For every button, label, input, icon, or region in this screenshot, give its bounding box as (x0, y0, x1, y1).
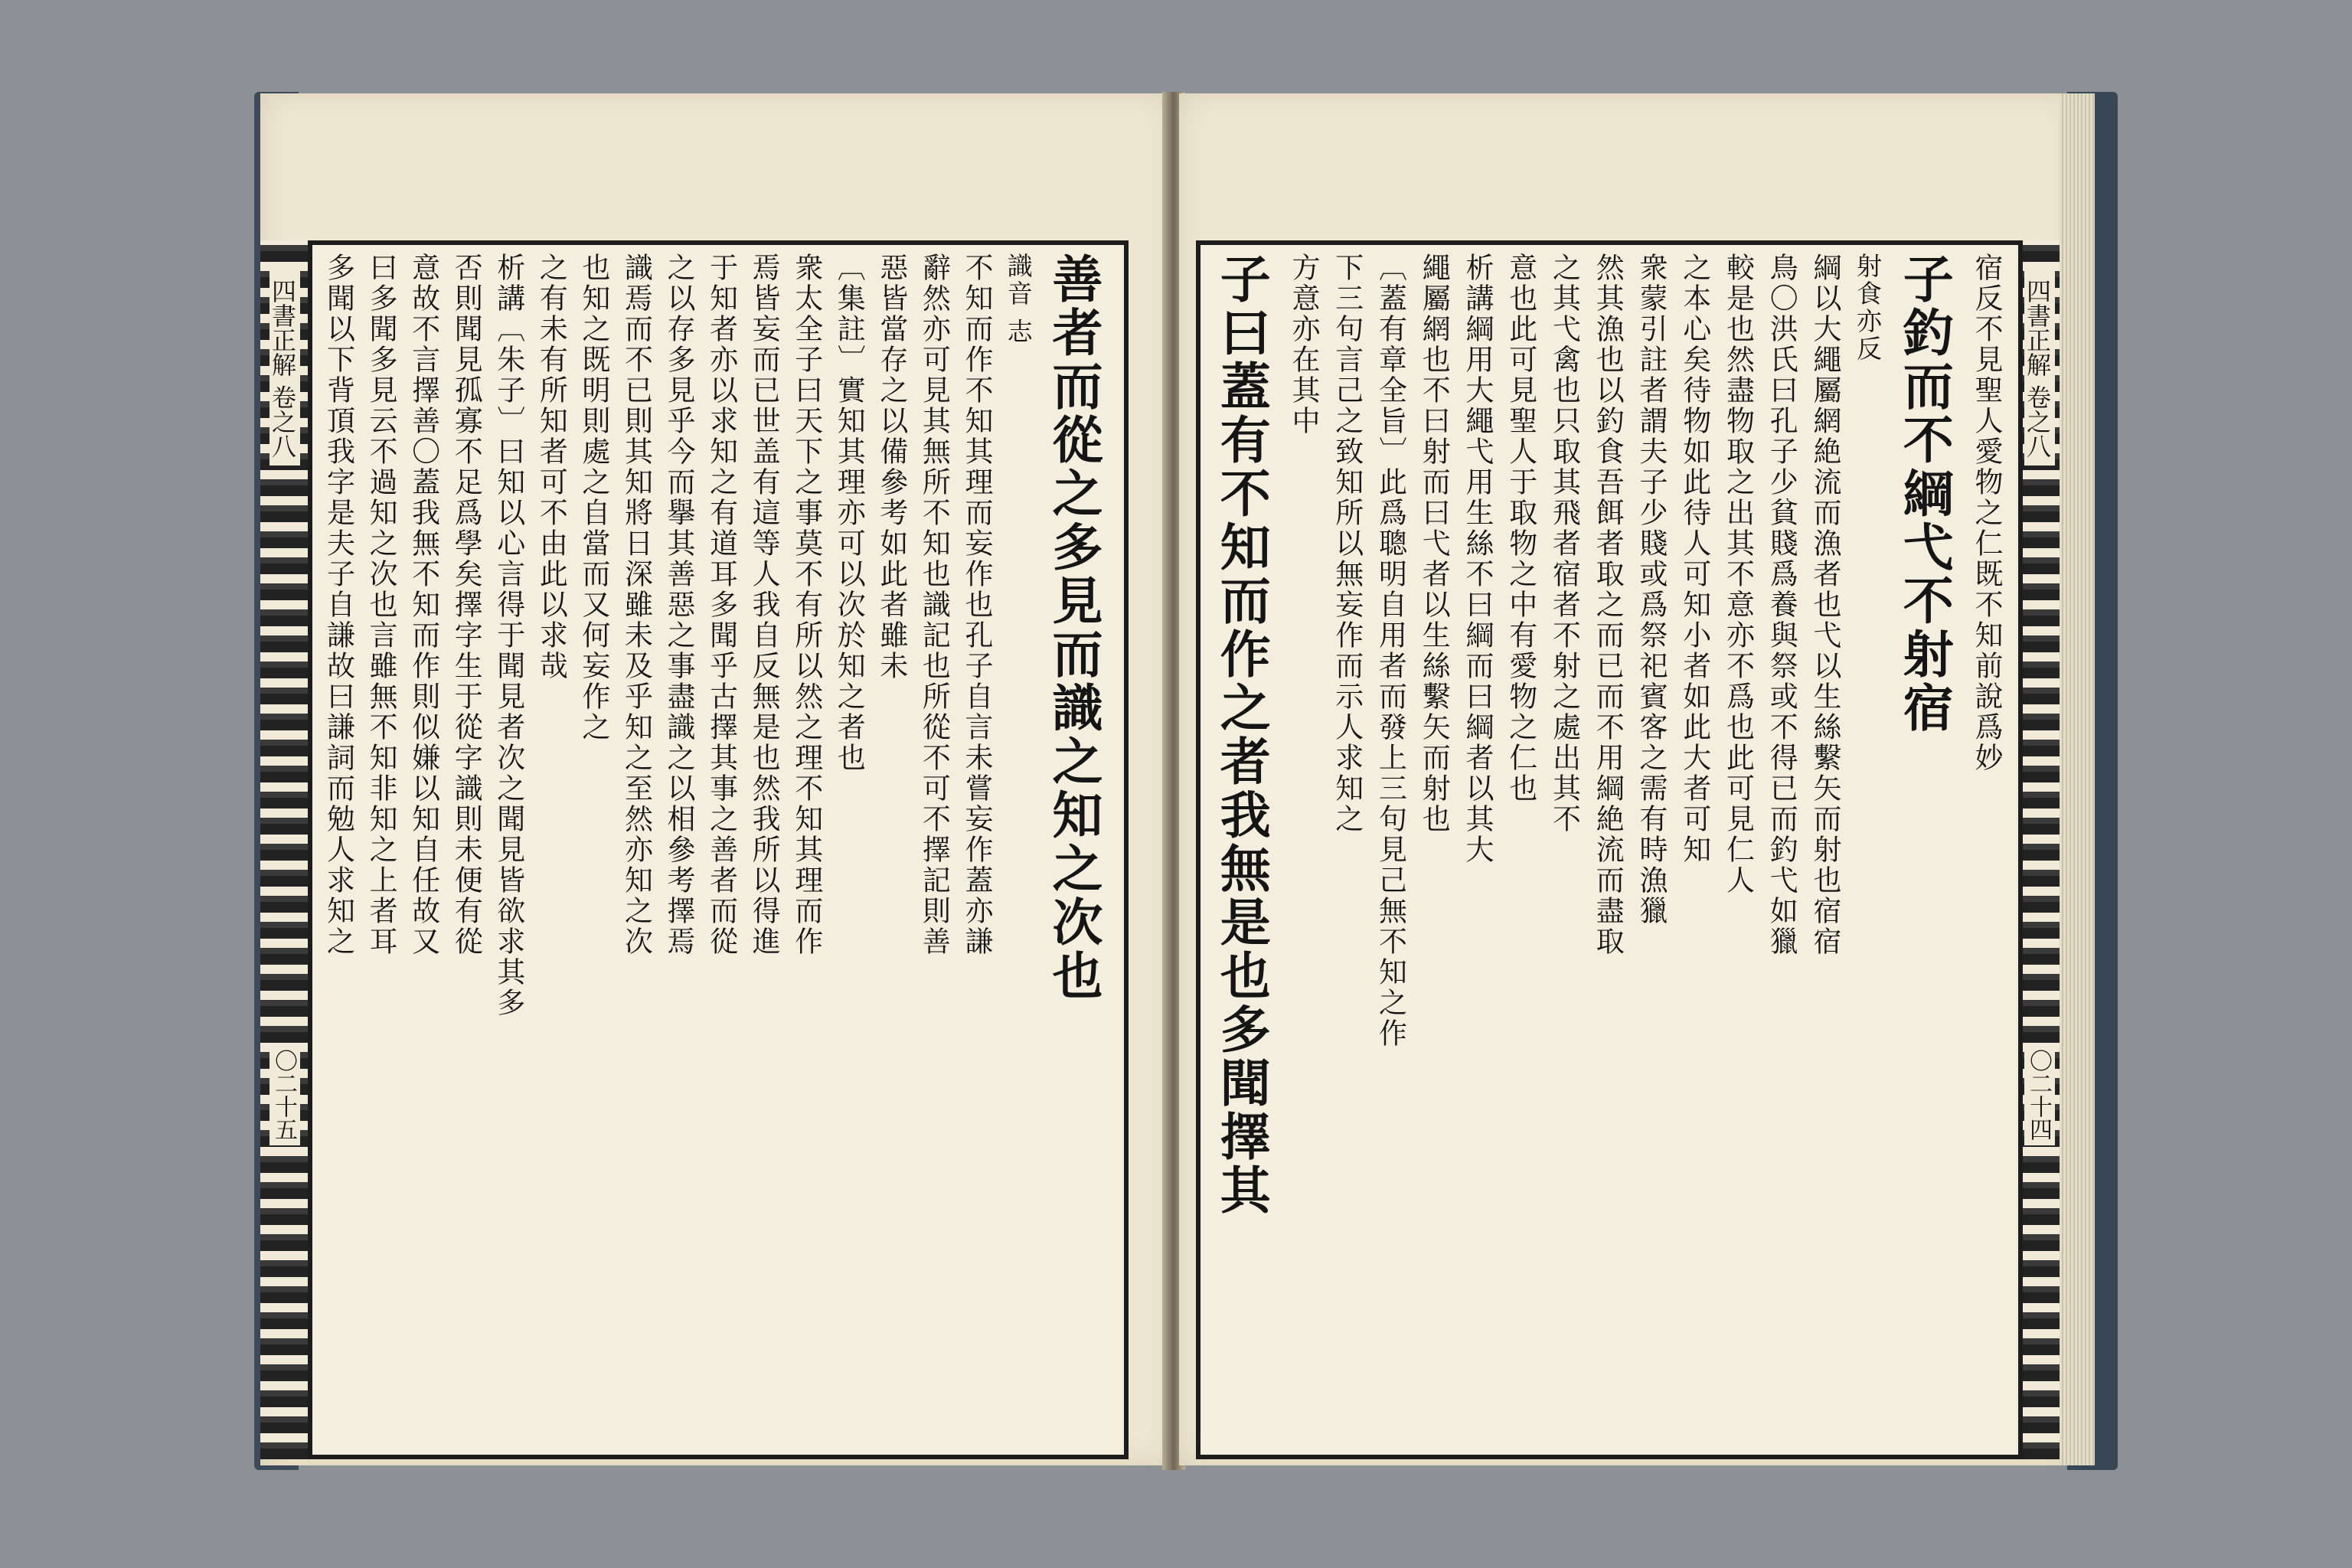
right-page-text-column: 析講綱用大繩弋用生絲不曰綱而曰綱者以其大 (1460, 253, 1494, 865)
left-text-frame (308, 240, 1129, 1459)
left-page-text-column: 曰多聞多見云不過知之次也言雖無不知非知之上者耳 (364, 253, 398, 957)
right-page-text-column: 〔蓋有章全旨〕此爲聰明自用者而發上三句見己無不知之作 (1374, 253, 1407, 1049)
left-page-text-column: 識音 志 (1003, 253, 1034, 346)
right-page-text-column: 之其弋禽也只取其飛者宿者不射之處出其不 (1547, 253, 1581, 835)
left-page-text-column: 焉皆妄而已世盖有這等人我自反無是也然我所以得進 (747, 253, 781, 957)
right-page (1179, 93, 2075, 1465)
left-page-text-column: 否則聞見孤寡不足爲學矣擇字生于從字識則未便有從 (449, 253, 483, 957)
left-page-text-column: 也知之既明則處之自當而又何妄作之 (577, 253, 610, 743)
left-page-text-column: 〔集註〕實知其理亦可以次於知之者也 (832, 253, 866, 773)
right-page-text-column: 綱以大繩屬網絶流而漁者也弋以生絲繫矢而射也宿宿 (1808, 253, 1841, 957)
page-block-edge (2060, 93, 2095, 1465)
right-page-text-column: 衆蒙引註者謂夫子少賤或爲祭祀賓客之需有時漁獵 (1634, 253, 1668, 926)
left-page-text-column: 多聞以下背頂我字是夫子自謙故曰謙詞而勉人求知之 (322, 253, 355, 957)
left-page-text-column: 意故不言擇善〇蓋我無不知而作則似嫌以知自任故又 (407, 253, 440, 957)
right-page-text-column: 射食亦反 (1852, 253, 1883, 363)
right-margin-title: 四書正解 卷之八 (2024, 271, 2055, 466)
left-page-text-column: 衆太全子曰天下之事莫不有所以然之理不知其理而作 (789, 253, 823, 957)
left-text-columns (320, 253, 1116, 1447)
left-page-text-column: 析講〔朱子〕曰知以心言得于聞見者次之聞見皆欲求其多 (492, 253, 525, 1018)
left-margin-page-number: 〇二十五 (270, 1044, 300, 1145)
right-text-columns (1208, 253, 2011, 1447)
right-page-text-column: 下三句言己之致知所以無妄作而示人求知之 (1330, 253, 1364, 835)
left-page-text-column: 不知而作不知其理而妄作也孔子自言未嘗妄作蓋亦謙 (959, 253, 993, 957)
right-page-text-column: 方意亦在其中 (1286, 253, 1320, 436)
right-page-text-column: 之本心矣待物如此待人可知小者如此大者可知 (1677, 253, 1711, 865)
right-page-text-column: 繩屬網也不曰射而曰弋者以生絲繫矢而射也 (1417, 253, 1451, 835)
left-page-text-column: 識焉而不已則其知將日深雖未及乎知之至然亦知之次 (619, 253, 653, 957)
right-page-text-column: 意也此可見聖人于取物之中有愛物之仁也 (1504, 253, 1537, 804)
left-page-text-column: 于知者亦以求知之有道耳多聞乎古擇其事之善者而從 (704, 253, 738, 957)
right-page-text-column: 宿反不見聖人愛物之仁既不知前說爲妙 (1970, 253, 2003, 773)
left-page-text-column: 善者而從之多見而識之知之次也 (1044, 253, 1103, 1003)
left-page-margin-strip (260, 240, 308, 1459)
left-page-text-column: 惡皆當存之以備參考如此者雖未 (874, 253, 908, 681)
left-page-text-column: 辭然亦可見其無所不知也識記也所從不可不擇記則善 (917, 253, 951, 957)
right-page-text-column: 子曰蓋有不知而作之者我無是也多聞擇其 (1211, 253, 1272, 1217)
right-page-text-column: 子釣而不綱弋不射宿 (1894, 253, 1955, 735)
left-page-text-column: 之有未有所知者可不由此以求哉 (534, 253, 568, 681)
right-page-text-column: 較是也然盡物取之出其不意亦不爲也此可見仁人 (1721, 253, 1755, 896)
right-text-frame (1196, 240, 2023, 1459)
left-page (260, 93, 1173, 1465)
right-page-text-column: 然其漁也以釣食吾餌者取之而已而不用綱絶流而盡取 (1591, 253, 1625, 957)
left-page-text-column: 之以存多見乎今而擧其善惡之事盡識之以相參考擇焉 (662, 253, 695, 957)
left-margin-title: 四書正解 卷之八 (270, 271, 300, 466)
right-page-text-column: 鳥〇洪氏曰孔子少貧賤爲養與祭或不得已而釣弋如獵 (1765, 253, 1798, 957)
right-margin-page-number: 〇二十四 (2024, 1044, 2055, 1145)
